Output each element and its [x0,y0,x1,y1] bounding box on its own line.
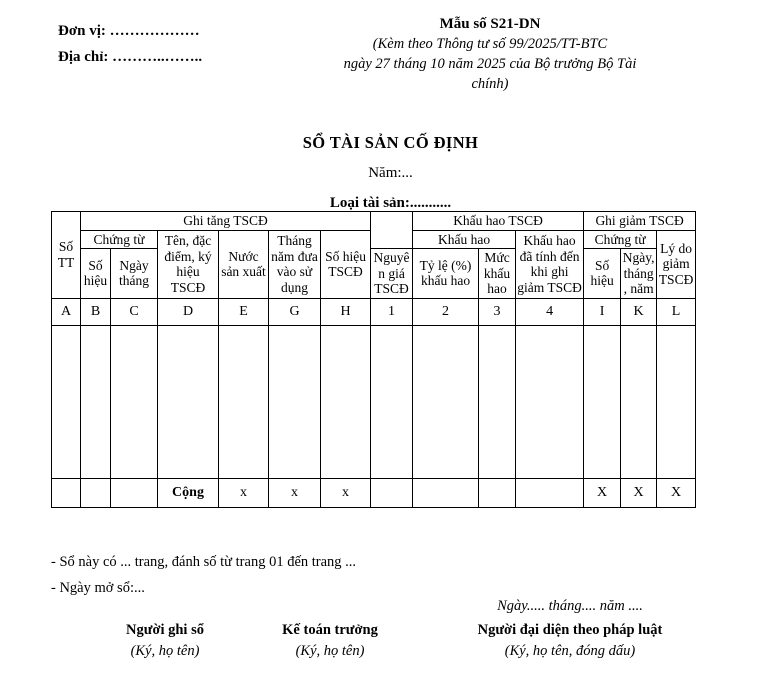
total-cell-muc-khau-hao [479,478,516,507]
cell-so-hieu-tscd[interactable] [321,325,371,478]
column-code-d: D [158,298,219,325]
cell-ngay-thang-nam-giam[interactable] [621,325,657,478]
total-cell-thang-nam-su-dung: x [269,478,321,507]
column-code-4: 4 [516,298,584,325]
total-cell-so-hieu-tscd: x [321,478,371,507]
form-code: Mẫu số S21-DN [439,16,541,32]
page-title: SỔ TÀI SẢN CỐ ĐỊNH [302,133,479,152]
title-year: Năm:... [368,165,413,181]
cell-ten-dac-diem[interactable] [158,325,219,478]
address-label: Địa chỉ: ………..…….. [58,49,203,65]
total-cell-ngay-thang-nam-giam: X [621,478,657,507]
total-label: Cộng [158,478,219,507]
cell-nguyen-gia[interactable] [371,325,413,478]
header-cell-khau-hao-tscd: Khấu hao TSCĐ [413,212,584,231]
signature-hint-legal-representative: (Ký, họ tên, đóng dấu) [504,643,636,659]
column-code-e: E [219,298,269,325]
form-reference-line-2: ngày 27 tháng 10 năm 2025 của Bộ trưởng Bộ Tài [343,56,637,72]
total-cell-khau-hao-da-tinh [516,478,584,507]
header-cell-ghi-giam-tscd: Ghi giảm TSCĐ [584,212,696,231]
column-code-a: A [52,298,81,325]
column-code-c: C [111,298,158,325]
unit-info-block [58,18,202,70]
header-cell-spacer-nguyen-gia [371,212,413,249]
cell-so-tt[interactable] [52,325,81,478]
column-code-2: 2 [413,298,479,325]
note-pages: - Sổ này có ... trang, đánh số từ trang 01 đến trang ... [51,554,357,570]
form-reference-line-3: chính) [471,76,509,92]
header-row-columns [52,249,696,299]
header-cell-nguyen-gia: Nguyên giá TSCĐ [371,249,413,299]
header-cell-ten-dac-diem: Tên, đặc điểm, ký hiệu TSCĐ [158,230,219,298]
total-cell-ngay-thang-ct-tang [111,478,158,507]
cell-ly-do-giam[interactable] [657,325,696,478]
header-cell-ngay-thang-ct-tang: Ngày tháng [111,249,158,299]
cell-ty-le-khau-hao[interactable] [413,325,479,478]
header-cell-ngay-thang-nam-giam: Ngày, tháng, năm [621,249,657,299]
column-code-g: G [269,298,321,325]
header-cell-so-hieu-tscd: Số hiệu TSCĐ [321,230,371,298]
total-cell-nuoc-san-xuat: x [219,478,269,507]
table-row[interactable] [52,325,696,478]
header-cell-nuoc-san-xuat: Nước sản xuất [219,230,269,298]
column-code-l: L [657,298,696,325]
header-cell-ty-le-khau-hao: Tỷ lệ (%) khấu hao [413,249,479,299]
title-block [0,133,781,212]
document-header [0,14,781,114]
signature-block-legal-representative [430,620,710,661]
header-cell-khau-hao-da-tinh: Khấu hao đã tính đến khi ghi giảm TSCĐ [516,230,584,298]
signature-role-chief-accountant: Kế toán trưởng [282,622,378,638]
form-reference-line-1: (Kèm theo Thông tư số 99/2025/TT-BTC [372,36,608,52]
column-code-k: K [621,298,657,325]
cell-muc-khau-hao[interactable] [479,325,516,478]
cell-so-hieu-ct-giam[interactable] [584,325,621,478]
header-cell-so-hieu-ct-tang: Số hiệu [81,249,111,299]
cell-thang-nam-su-dung[interactable] [269,325,321,478]
title-asset-type: Loại tài sản:........... [329,195,452,211]
footer-notes [51,549,356,601]
total-row [52,478,696,507]
cell-nuoc-san-xuat[interactable] [219,325,269,478]
header-cell-muc-khau-hao: Mức khấu hao [479,249,516,299]
column-code-row [52,298,696,325]
header-cell-chung-tu-tang: Chứng từ [81,230,158,249]
header-cell-so-tt: Số TT [52,212,81,299]
total-cell-so-hieu-ct-tang [81,478,111,507]
header-cell-ly-do-giam: Lý do giảm TSCĐ [657,230,696,298]
header-cell-ghi-tang-tscd: Ghi tăng TSCĐ [81,212,371,231]
total-cell-so-hieu-ct-giam: X [584,478,621,507]
signature-hint-recorder: (Ký, họ tên) [130,643,200,659]
total-cell-ty-le-khau-hao [413,478,479,507]
header-row-groups [52,212,696,231]
cell-ngay-thang-ct-tang[interactable] [111,325,158,478]
header-cell-khau-hao: Khấu hao [413,230,516,249]
column-code-1: 1 [371,298,413,325]
form-code-block [300,14,680,94]
signature-role-recorder: Người ghi sổ [126,622,204,638]
column-code-h: H [321,298,371,325]
column-code-3: 3 [479,298,516,325]
total-cell-ly-do-giam: X [657,478,696,507]
signature-area [0,598,781,678]
fixed-asset-ledger-table [51,211,696,508]
cell-so-hieu-ct-tang[interactable] [81,325,111,478]
header-cell-so-hieu-ct-giam: Số hiệu [584,249,621,299]
signature-block-chief-accountant [215,620,445,661]
column-code-b: B [81,298,111,325]
header-cell-chung-tu-giam: Chứng từ [584,230,657,249]
note-open-date: - Ngày mở sổ:... [51,580,145,596]
signature-hint-chief-accountant: (Ký, họ tên) [295,643,365,659]
header-cell-thang-nam-su-dung: Tháng năm đưa vào sử dụng [269,230,321,298]
signature-role-legal-representative: Người đại diện theo pháp luật [477,622,663,638]
unit-label: Đơn vị: ……………… [58,23,200,39]
total-cell-nguyen-gia [371,478,413,507]
cell-khau-hao-da-tinh[interactable] [516,325,584,478]
total-cell-so-tt [52,478,81,507]
column-code-i: I [584,298,621,325]
signature-date-line: Ngày..... tháng.... năm .... [497,598,643,614]
